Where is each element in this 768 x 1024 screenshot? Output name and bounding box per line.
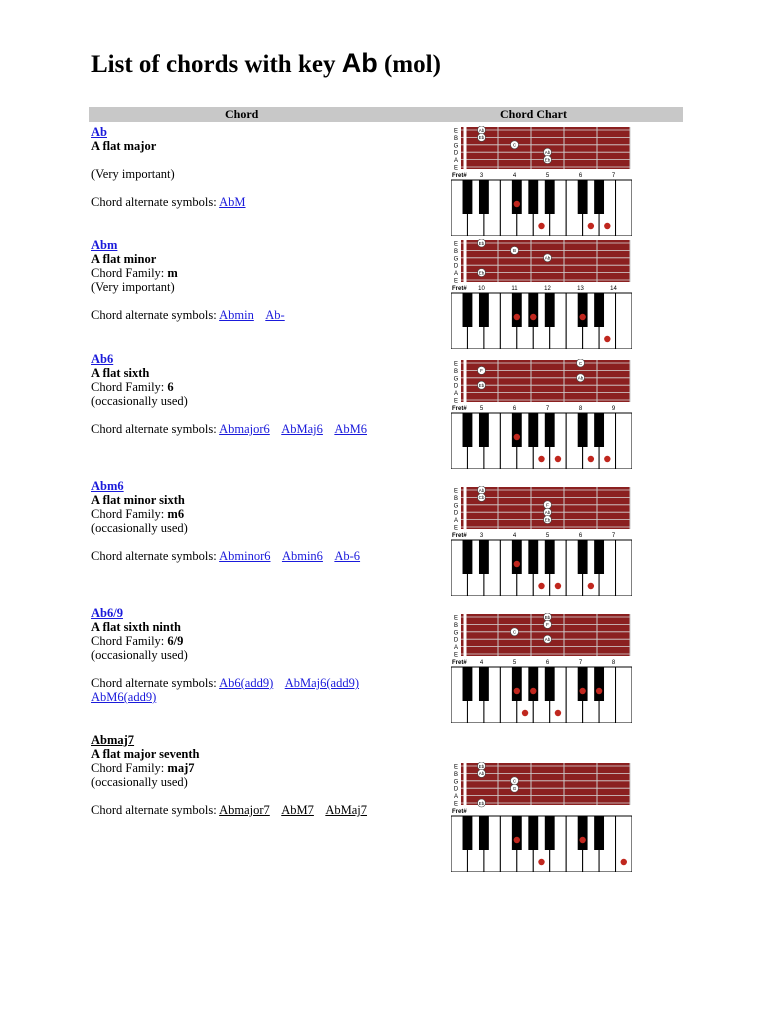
black-key [578,540,588,574]
fretboard-diagram [451,239,632,292]
string-label: A [453,391,459,398]
string-label: E [453,652,459,659]
chord-alternates [91,676,431,704]
chord-entry [91,733,431,817]
pressed-key-dot [514,201,520,207]
black-key [512,667,522,701]
string-label: D [453,786,459,793]
chord-family [91,266,431,280]
chord-chart [451,126,632,236]
fret-number: 8 [611,660,616,666]
fret-number: 5 [479,406,484,412]
chord-family-value: m [167,266,178,280]
piano-keyboard [451,816,632,872]
pressed-key-dot [514,837,520,843]
fret-number: 9 [611,406,616,412]
chord-family [91,634,431,648]
piano-keyboard [451,413,632,469]
alternate-symbol-link[interactable]: Abmin [219,308,254,322]
fret-label: Fret# [452,660,467,666]
fretboard-diagram [451,613,632,666]
chord-chart [451,239,632,349]
chord-family-value: 6/9 [167,634,184,648]
string-label: G [453,256,459,263]
string-label: A [453,645,459,652]
chord-family-value: maj7 [167,761,195,775]
black-key [578,293,588,327]
fret-number: 11 [511,286,518,292]
piano-keyboard [451,180,632,236]
black-key [578,413,588,447]
string-label: G [453,779,459,786]
alternate-symbol-link[interactable]: Abmajor6 [219,422,270,436]
page-title [91,48,441,79]
string-label: B [453,368,459,375]
string-label: D [453,383,459,390]
black-key [528,816,538,850]
fret-number: 7 [578,660,583,666]
black-key [512,180,522,214]
black-key [578,180,588,214]
pressed-key-dot [596,688,602,694]
chord-family [91,380,431,394]
page-title-key: Ab [341,48,378,78]
chord-importance: (occasionally used) [91,521,188,535]
fret-number: 10 [478,286,485,292]
chord-family-value: m6 [167,507,185,521]
pressed-key-dot [530,314,536,320]
finger-dot-note: G [512,786,517,791]
spacer [91,153,431,167]
finger-dot-note: Ab [478,127,485,133]
black-key [528,540,538,574]
finger-dot-note: Ab [544,510,551,515]
finger-dot-note: Ab [577,375,584,381]
black-key [463,413,473,447]
black-key [594,816,604,850]
chord-name: A flat major [91,139,157,153]
finger-dot-note: Eb [478,240,485,246]
black-key [594,293,604,327]
finger-dot-note: C [512,778,517,784]
finger-dot-note: Ab [544,255,551,261]
finger-dot-note: F [546,502,549,508]
chord-name: A flat minor [91,252,157,266]
column-header-chord: Chord [225,107,259,121]
string-label: B [453,135,459,142]
black-key [479,293,489,327]
fretboard-diagram [451,359,632,412]
fret-number: 6 [545,660,550,666]
finger-dot-note: Eb [478,763,485,769]
finger-dot-note: C [578,360,583,366]
white-key [616,667,632,723]
fret-number: 7 [545,406,550,412]
table-header [89,107,683,122]
chord-chart [451,486,632,596]
chord-family-label: Chord Family: [91,266,165,280]
string-label: G [453,503,459,510]
pressed-key-dot [538,859,544,865]
alternate-symbol-link[interactable]: AbM7 [281,803,314,817]
chord-alternates [91,549,431,563]
chord-name: A flat minor sixth [91,493,185,507]
pressed-key-dot [579,314,585,320]
string-label: E [453,165,459,172]
white-key [616,413,632,469]
black-key [528,293,538,327]
fret-number: 7 [611,533,616,539]
finger-dot-note: Cb [478,495,485,501]
chord-name: A flat sixth ninth [91,620,181,634]
black-key [512,413,522,447]
alternate-symbol-link[interactable]: Ab- [265,308,285,322]
white-key [616,540,632,596]
black-key [528,180,538,214]
black-key [594,413,604,447]
fret-number: 5 [545,533,550,539]
pressed-key-dot [514,561,520,567]
black-key [463,293,473,327]
chord-symbol-link: Abmaj7 [91,733,135,747]
alternates-label: Chord alternate symbols: [91,308,217,322]
black-key [479,180,489,214]
chord-family-value: 6 [167,380,174,394]
fret-label: Fret# [452,809,467,815]
black-key [528,667,538,701]
chord-symbol-link[interactable]: Ab [91,125,107,139]
pressed-key-dot [514,688,520,694]
black-key [545,293,555,327]
string-label: G [453,630,459,637]
finger-dot-note: Eb [544,157,551,163]
black-key [479,413,489,447]
chord-name: A flat major seventh [91,747,200,761]
string-label: A [453,518,459,525]
chord-chart [451,359,632,469]
finger-dot-note: Bb [544,614,551,620]
chord-entry [91,606,431,704]
pressed-key-dot [588,456,594,462]
chord-alternates [91,308,431,322]
pressed-key-dot [514,434,520,440]
chord-importance: (Very important) [91,280,175,294]
alternate-symbol-link[interactable]: AbMaj7 [325,803,367,817]
fret-number: 5 [545,173,550,179]
fret-number: 4 [512,533,517,539]
black-key [594,667,604,701]
fret-number: 6 [578,173,583,179]
string-label: E [453,128,459,135]
string-label: E [453,764,459,771]
pressed-key-dot [604,456,610,462]
alternates-label: Chord alternate symbols: [91,195,217,209]
fret-number: 5 [512,660,517,666]
fret-number: 13 [577,286,584,292]
chord-importance: (Very important) [91,167,175,181]
string-label: D [453,263,459,270]
alternates-label: Chord alternate symbols: [91,549,217,563]
finger-dot-note: F [480,368,483,374]
finger-dot-note: Ab [544,150,551,155]
black-key [512,816,522,850]
string-label: E [453,488,459,495]
alternate-symbol-link[interactable]: Abminor6 [219,549,271,563]
finger-dot-note: Ab [478,487,485,493]
chord-importance: (occasionally used) [91,648,188,662]
chord-chart [451,762,632,872]
string-label: B [453,771,459,778]
string-label: D [453,637,459,644]
black-key [545,180,555,214]
alternate-symbol-link[interactable]: Abmin6 [281,549,323,563]
fretboard-wood [461,360,630,402]
string-label: E [453,361,459,368]
black-key [578,667,588,701]
chord-family-label: Chord Family: [91,380,165,394]
black-key [545,540,555,574]
string-label: A [453,794,459,801]
piano-keyboard [451,293,632,349]
finger-dot-note: Eb [478,383,485,388]
black-key [545,667,555,701]
string-label: A [453,158,459,165]
page-title-suffix: (mol) [377,51,441,78]
chord-symbol-link[interactable]: Ab6 [91,352,114,366]
black-key [463,816,473,850]
chord-symbol-link[interactable]: Abm6 [91,479,124,493]
string-label: E [453,801,459,808]
finger-dot-note: Ab [478,771,485,777]
fret-number: 14 [610,286,617,292]
alternate-symbol-link[interactable]: AbM [219,195,246,209]
piano-keyboard [451,540,632,596]
pressed-key-dot [604,336,610,342]
string-label: E [453,615,459,622]
white-key [616,180,632,236]
pressed-key-dot [555,456,561,462]
fret-number: 6 [578,533,583,539]
pressed-key-dot [514,314,520,320]
alternate-symbol-link[interactable]: Abmajor7 [219,803,270,817]
chord-importance: (occasionally used) [91,394,188,408]
pressed-key-dot [522,710,528,716]
alternates-label: Chord alternate symbols: [91,676,217,690]
alternate-symbol-link[interactable]: AbMaj6 [281,422,323,436]
fret-number: 3 [479,173,484,179]
fret-number: 4 [512,173,517,179]
alternates-label: Chord alternate symbols: [91,422,217,436]
pressed-key-dot [588,583,594,589]
string-label: E [453,241,459,248]
black-key [463,667,473,701]
alternate-symbol-link[interactable]: Ab6(add9) [219,676,274,690]
black-key [528,413,538,447]
finger-dot-note: Eb [478,135,485,141]
chord-alternates [91,195,431,209]
pressed-key-dot [579,837,585,843]
fret-number: 6 [512,406,517,412]
column-header-chord-chart: Chord Chart [500,107,568,121]
alternate-symbol-link[interactable]: Ab-6 [334,549,361,563]
fret-label: Fret# [452,286,467,292]
pressed-key-dot [588,223,594,229]
pressed-key-dot [530,688,536,694]
chord-entry [91,352,431,436]
pressed-key-dot [555,583,561,589]
chord-family-label: Chord Family: [91,634,165,648]
fret-number: 8 [578,406,583,412]
fretboard-diagram [451,486,632,539]
finger-dot-note: Eb [478,800,485,806]
black-key [463,180,473,214]
black-key [479,816,489,850]
fretboard-diagram [451,762,632,815]
finger-dot-note: C [512,629,517,635]
black-key [479,540,489,574]
fret-number: 7 [611,173,616,179]
chord-alternates [91,422,431,436]
finger-dot-note: B [512,248,517,254]
alternate-symbol-link[interactable]: AbMaj6(add9) [284,676,359,690]
string-label: E [453,398,459,405]
fretboard-wood [461,763,630,805]
black-key [512,540,522,574]
page-title-prefix: List of chords with key [91,51,342,78]
string-label: G [453,376,459,383]
pressed-key-dot [555,710,561,716]
chord-family-label: Chord Family: [91,761,165,775]
black-key [594,540,604,574]
string-label: B [453,622,459,629]
fretboard-diagram [451,126,632,179]
chord-entry [91,479,431,563]
chord-symbol-link[interactable]: Ab6/9 [91,606,123,620]
string-label: G [453,143,459,150]
black-key [479,667,489,701]
string-label: B [453,495,459,502]
piano-keyboard [451,667,632,723]
string-label: A [453,271,459,278]
chord-entry [91,238,431,322]
chord-entry [91,125,431,209]
fret-number: 3 [479,533,484,539]
fret-number: 4 [479,660,484,666]
pressed-key-dot [538,583,544,589]
black-key [463,540,473,574]
finger-dot-note: Eb [478,270,485,276]
black-key [545,413,555,447]
white-key [616,293,632,349]
black-key [578,816,588,850]
black-key [594,180,604,214]
black-key [512,293,522,327]
fret-label: Fret# [452,533,467,539]
chord-name: A flat sixth [91,366,150,380]
alternate-symbol-link[interactable]: AbM6(add9) [91,690,157,704]
alternates-label: Chord alternate symbols: [91,803,217,817]
string-label: D [453,510,459,517]
chord-chart [451,613,632,723]
string-label: D [453,150,459,157]
fret-label: Fret# [452,406,467,412]
black-key [545,816,555,850]
chord-importance: (occasionally used) [91,775,188,789]
finger-dot-note: C [512,142,517,148]
finger-dot-note: F [546,622,549,628]
chord-family [91,761,431,775]
string-label: E [453,278,459,285]
finger-dot-note: Eb [544,517,551,523]
chord-family-label: Chord Family: [91,507,165,521]
pressed-key-dot [579,688,585,694]
finger-dot-note: Ab [544,637,551,642]
fret-label: Fret# [452,173,467,179]
pressed-key-dot [538,456,544,462]
pressed-key-dot [604,223,610,229]
alternate-symbol-link[interactable]: AbM6 [334,422,367,436]
string-label: B [453,248,459,255]
chord-alternates [91,803,431,817]
string-label: E [453,525,459,532]
chord-family [91,507,431,521]
pressed-key-dot [538,223,544,229]
chord-symbol-link[interactable]: Abm [91,238,118,252]
fret-number: 12 [544,286,551,292]
pressed-key-dot [621,859,627,865]
